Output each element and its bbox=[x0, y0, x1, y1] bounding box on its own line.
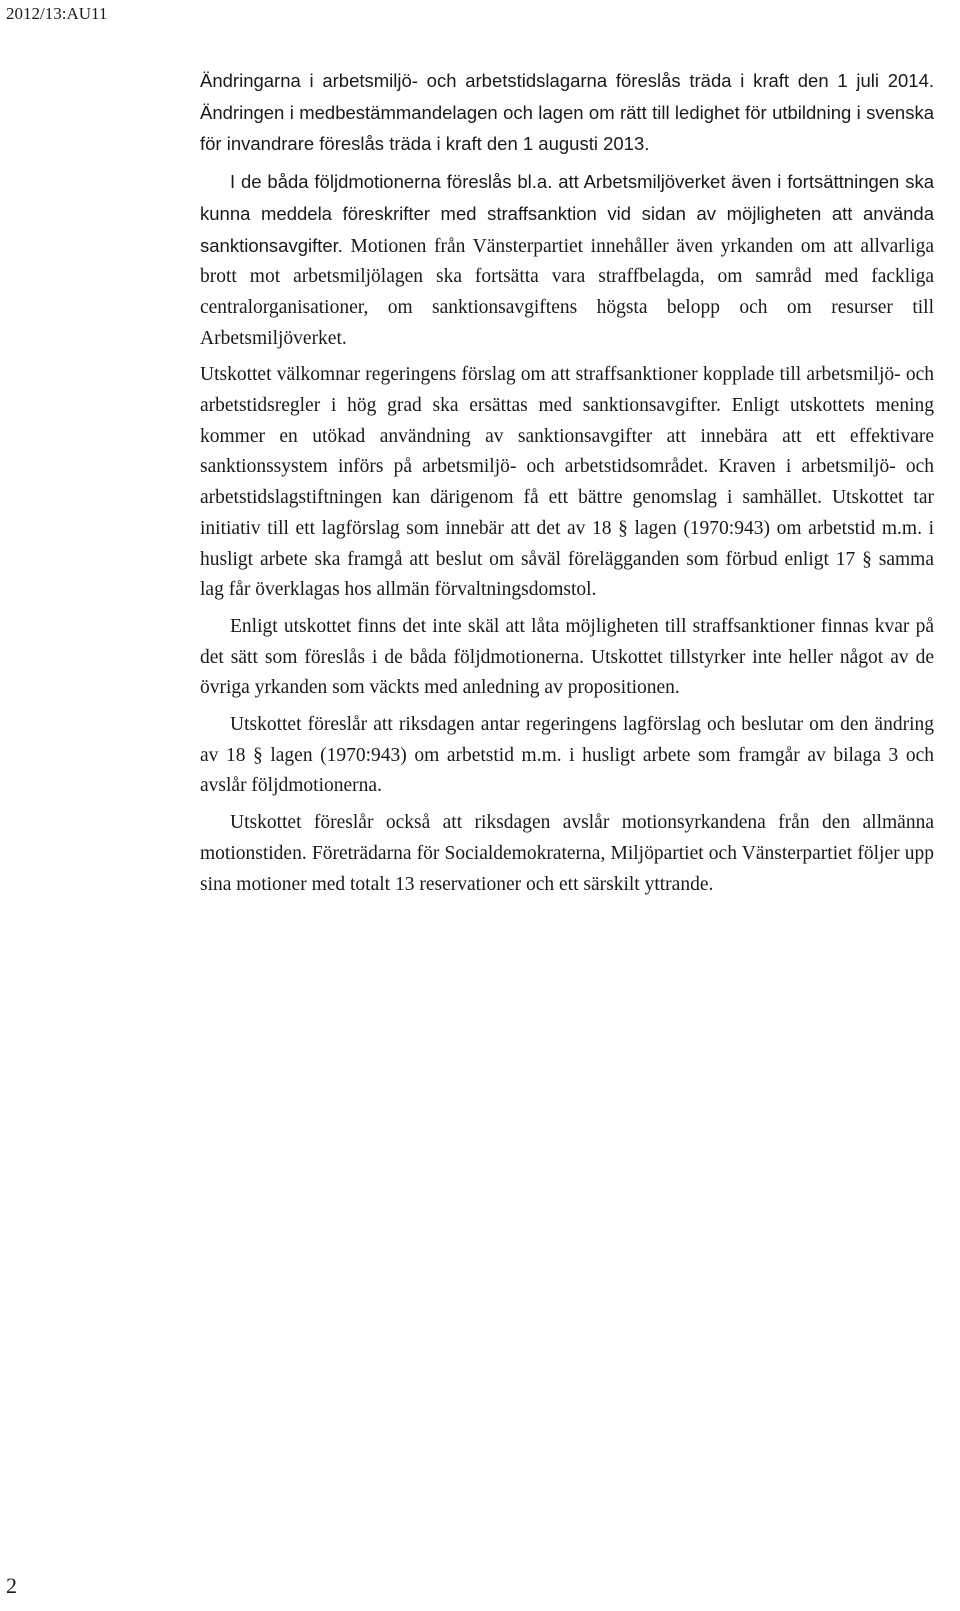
paragraph-follow-up-motions bbox=[200, 167, 934, 354]
body-text bbox=[200, 66, 934, 906]
paragraph-committee-rejects bbox=[200, 612, 934, 704]
paragraph-text: Ändringarna i arbetsmiljö- och arbetstidslagarna föreslås träda i kraft den 1 juli 2014. Ändringen i medbestämmandelagen och lagen om rätt till ledighet för utbildning i svenska för invandrare föreslås träda i kraft den 1 augusti 2013. bbox=[200, 70, 934, 155]
page-number: 2 bbox=[6, 1573, 17, 1598]
paragraph-text: Utskottet föreslår att riksdagen antar regeringens lagförslag och beslutar om den ändring av 18 § lagen (1970:943) om arbetstid m.m. i husligt arbete som framgår av bilaga 3 och avslår följdmotionerna. bbox=[200, 714, 934, 797]
paragraph-text: Utskottet föreslår också att riksdagen avslår motionsyrkandena från den allmänna motionstiden. Företrädarna för Socialdemokraterna, Miljöpartiet och Vänsterpartiet följer upp sina motioner med totalt 13 reservationer och ett särskilt yttrande. bbox=[200, 812, 934, 895]
paragraph-effective-dates bbox=[200, 66, 934, 161]
paragraph-text: Enligt utskottet finns det inte skäl att låta möjligheten till straffsanktioner finnas kvar på det sätt som föreslås i de båda följdmotionerna. Utskottet tillstyrker inte heller något av de övriga yrkanden som väckts med anledning av propositionen. bbox=[200, 615, 934, 699]
document-reference: 2012/13:AU11 bbox=[6, 4, 108, 23]
paragraph-committee-proposes bbox=[200, 710, 934, 802]
paragraph-text: Utskottet välkomnar regeringens förslag om att straffsanktioner kopplade till arbetsmiljö- och arbetstidsregler i hög grad ska ersättas med sanktionsavgifter. Enligt utskottets mening kommer en utökad användning av sanktionsavgifter att innebära att ett effektivare sanktionssystem införs på arbetsmiljö- och arbetstidsområdet. Kraven i arbetsmiljö- och arbetstidslagstiftningen kan därigenom få ett bättre genomslag i samhället. Utskottet tar initiativ till ett lagförslag som innebär att det av 18 § lagen (1970:943) om arbetstid m.m. i husligt arbete ska framgå att beslut om såväl förelägganden som förbud enligt 17 § samma lag får överklagas hos allmän förvaltningsdomstol. bbox=[200, 364, 934, 601]
paragraph-reservations bbox=[200, 808, 934, 900]
paragraph-text: Motionen från Vänsterpartiet innehåller även yrkanden om att allvarliga brott mot arbetsmiljölagen ska fortsätta vara straffbelagda, om samråd med fackliga centralorganisationer, om sanktionsavgiftens högsta belopp och om resurser till Arbetsmiljöverket. bbox=[200, 235, 934, 349]
paragraph-committee-welcomes bbox=[200, 360, 934, 606]
paragraph-lead-text: I de båda följdmotionerna föreslås bl.a. att Arbetsmiljöverket även i fortsättningen ska kunna meddela föreskrifter med straffsanktion vid sidan av möjligheten att använda sanktionsavgifter. bbox=[200, 171, 934, 256]
